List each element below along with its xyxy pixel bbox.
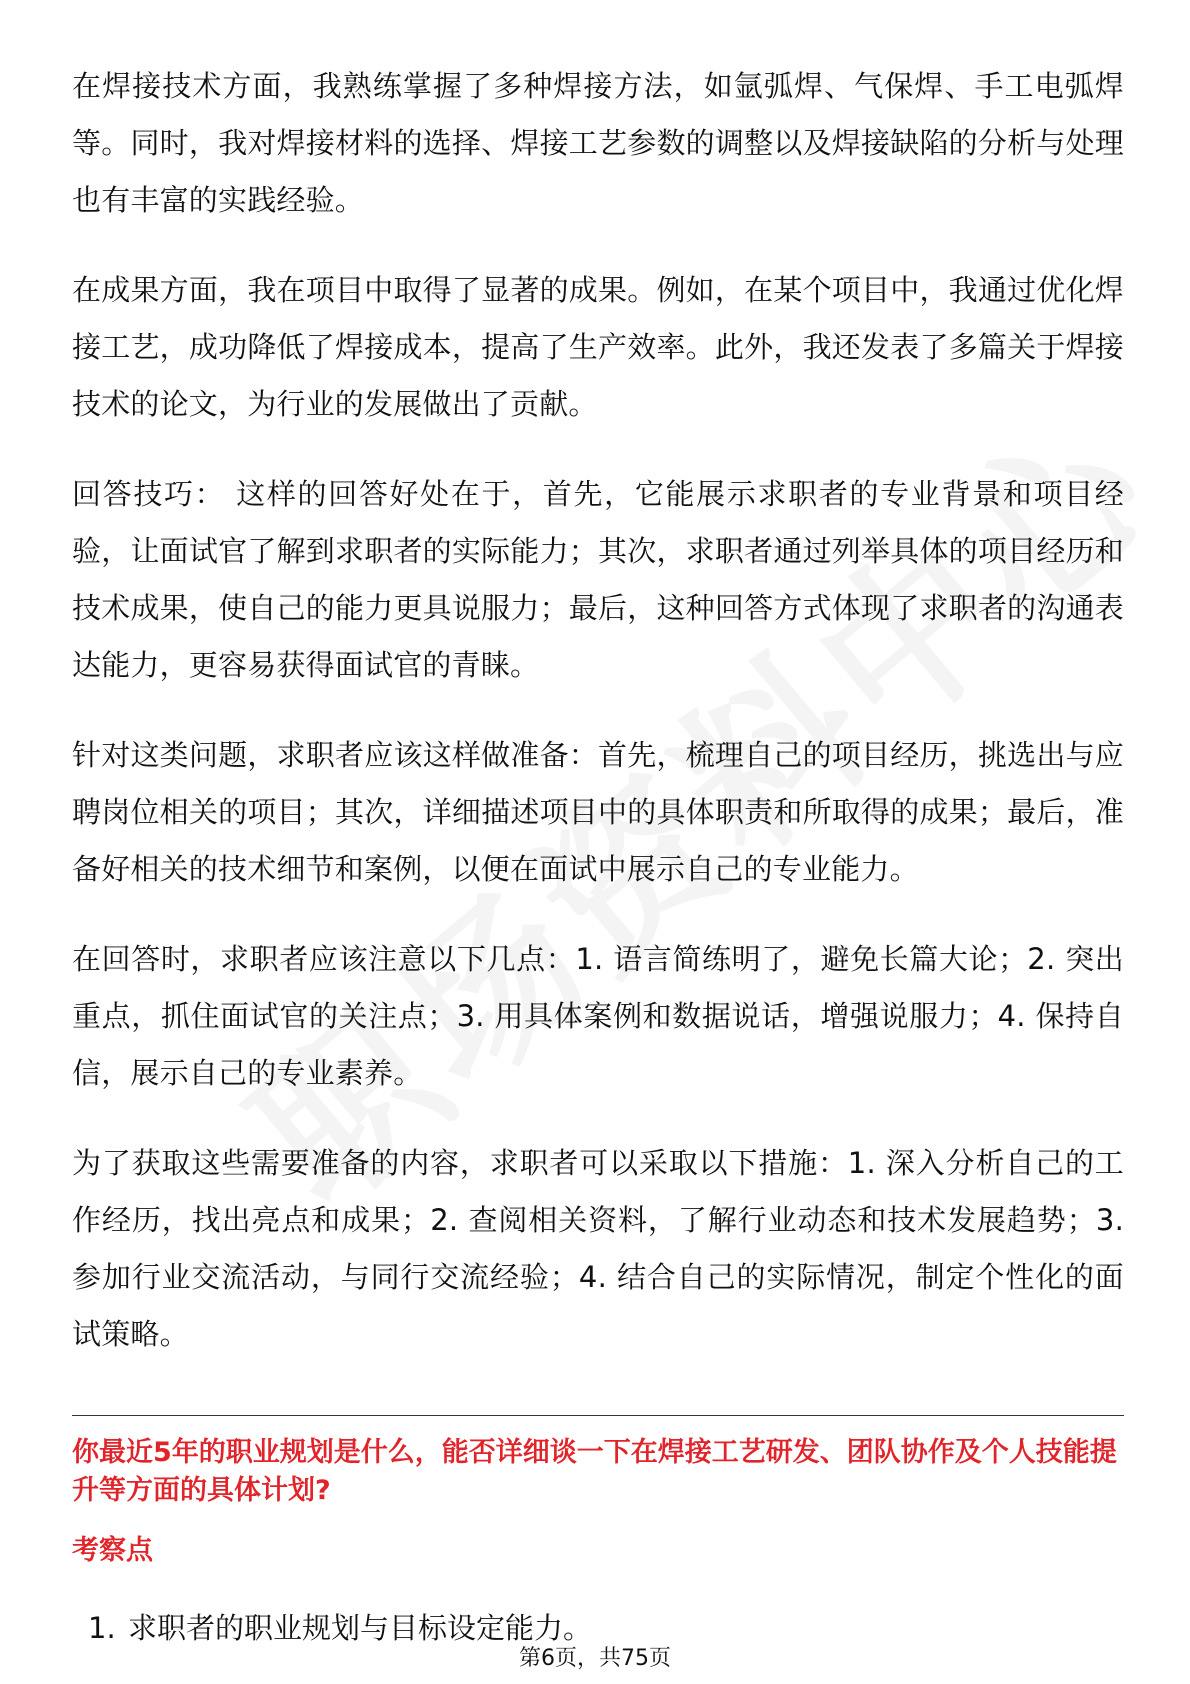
paragraph-achievements: 在成果方面，我在项目中取得了显著的成果。例如，在某个项目中，我通过优化焊接工艺，成功降低了焊接成本，提高了生产效率。此外，我还发表了多篇关于焊接技术的论文，为行业的发展做出了贡献。 [72,273,1124,421]
page-footer: 第6页，共75页 [519,1646,671,1671]
paragraph-measures: 为了获取这些需要准备的内容，求职者可以采取以下措施：1. 深入分析自己的工作经历，找出亮点和成果；2. 查阅相关资料，了解行业动态和技术发展趋势；3. 参加行业交流活动，与同行交流经验；4. 结合自己的实际情况，制定个性化的面试策略。 [72,1146,1124,1351]
interview-question: 你最近5年的职业规划是什么，能否详细谈一下在焊接工艺研发、团队协作及个人技能提升等方面的具体计划? [72,1437,1117,1506]
paragraph-answer-notes: 在回答时，求职者应该注意以下几点：1. 语言简练明了，避免长篇大论；2. 突出重点，抓住面试官的关注点；3. 用具体案例和数据说话，增强说服力；4. 保持自信，展示自己的专业素养。 [72,942,1124,1090]
section-heading: 考察点 [72,1535,153,1566]
paragraph-preparation: 针对这类问题，求职者应该这样做准备：首先，梳理自己的项目经历，挑选出与应聘岗位相关的项目；其次，详细描述项目中的具体职责和所取得的成果；最后，准备好相关的技术细节和案例，以便在面试中展示自己的专业能力。 [72,738,1124,886]
list-item-text: 求职者的职业规划与目标设定能力。 [128,1611,593,1645]
list-item-number: 1. [88,1611,116,1645]
paragraph-answer-tips: 回答技巧： 这样的回答好处在于，首先，它能展示求职者的专业背景和项目经验，让面试官了解到求职者的实际能力；其次，求职者通过列举具体的项目经历和技术成果，使自己的能力更具说服力；最后，这种回答方式体现了求职者的沟通表达能力，更容易获得面试官的青睐。 [72,477,1124,682]
section-divider [72,1415,1124,1416]
document-body [72,58,1124,1657]
paragraph-welding-skills: 在焊接技术方面，我熟练掌握了多种焊接方法，如氩弧焊、气保焊、手工电弧焊等。同时，我对焊接材料的选择、焊接工艺参数的调整以及焊接缺陷的分析与处理也有丰富的实践经验。 [72,69,1124,217]
